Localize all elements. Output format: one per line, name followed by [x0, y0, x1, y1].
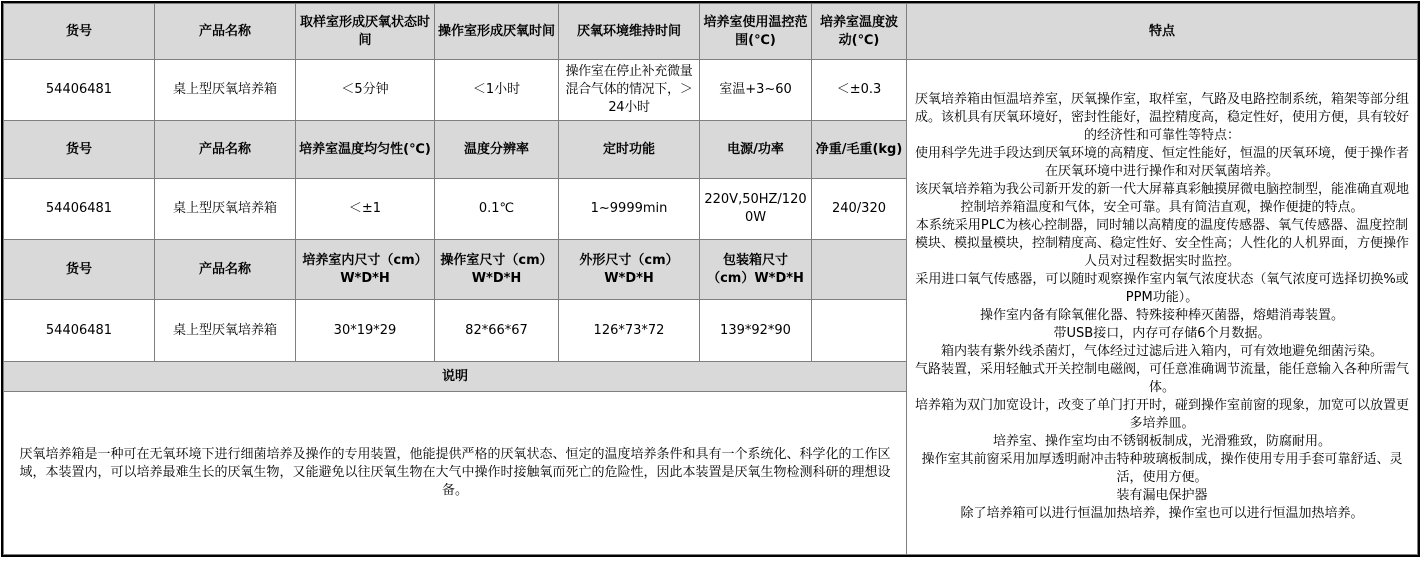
feature-item: 本系统采用PLC为核心控制器，同时辅以高精度的温度传感器、氧气传感器、温度控制模块、模拟量模块，控制精度高、稳定性好、安全性高；人性化的人机界面，方便操作人员对过程数据实时监控。: [914, 218, 1409, 269]
header-operation-time: 操作室形成厌氧时间: [435, 4, 559, 60]
row2-weight: 240/320: [812, 179, 907, 240]
features-cell: [907, 60, 1418, 555]
row1-sampling-time: ＜5分钟: [296, 60, 435, 121]
header-operation-size: 操作室尺寸（cm）W*D*H: [435, 240, 559, 300]
header-sku: 货号: [4, 4, 155, 60]
row3-chamber-size: 30*19*29: [296, 300, 435, 362]
feature-item: 采用进口氧气传感器，可以随时观察操作室内氧气浓度状态（氧气浓度可选择切换%或PPM功能）。: [915, 272, 1409, 305]
feature-item: 操作室内备有除氧催化器、特殊接种棒灭菌器，熔蜡消毒装置。: [979, 308, 1344, 323]
header-chamber-size: 培养室内尺寸（cm）W*D*H: [296, 240, 435, 300]
row3-operation-size: 82*66*67: [435, 300, 559, 362]
feature-item: 培养箱为双门加宽设计，改变了单门打开时，碰到操作室前窗的现象，加宽可以放置更多培养皿。: [914, 398, 1409, 431]
header-features: 特点: [907, 4, 1418, 60]
row1-temp-fluctuation: ＜±0.3: [812, 60, 907, 121]
feature-item: 厌氧培养箱由恒温培养室，厌氧操作室，取样室，气路及电路控制系统，箱架等部分组成。该机具有厌氧环境好，密封性能好，温控精度高，稳定性好，使用方便，具有较好的经济性和可靠性等特点：: [914, 92, 1409, 143]
header-product-name: 产品名称: [155, 240, 296, 300]
feature-item: 装有漏电保护器: [1116, 488, 1208, 503]
row2-sku: 54406481: [4, 179, 155, 240]
header-sku: 货号: [4, 240, 155, 300]
feature-item: 气路装置，采用轻触式开关控制电磁阀，可任意准确调节流量，能任意输入各种所需气体。: [914, 362, 1409, 395]
feature-item: 带USB接口，内存可存储6个月数据。: [1053, 326, 1271, 341]
header-product-name: 产品名称: [155, 4, 296, 60]
description-text: 厌氧培养箱是一种可在无氧环境下进行细菌培养及操作的专用装置，他能提供严格的厌氧状态、恒定的温度培养条件和具有一个系统化、科学化的工作区域，本装置内，可以培养最难生长的厌氧生物，又能避免以往厌氧生物在大气中操作时接触氧而死亡的危险性，因此本装置是厌氧生物检测科研的理想设备。: [4, 392, 907, 555]
row3-product-name: 桌上型厌氧培养箱: [155, 300, 296, 362]
header-temp-uniformity: 培养室温度均匀性(℃): [296, 121, 435, 179]
feature-item: 培养室、操作室均由不锈钢板制成，光滑雅致，防腐耐用。: [992, 434, 1331, 449]
header-package-size: 包装箱尺寸（cm）W*D*H: [700, 240, 812, 300]
description-heading: 说明: [4, 362, 907, 392]
row1-maintain-time: 操作室在停止补充微量混合气体的情况下，＞24小时: [559, 60, 700, 121]
header-empty: [812, 240, 907, 300]
row2-temp-resolution: 0.1℃: [435, 179, 559, 240]
header-temp-range: 培养室使用温控范围(℃): [700, 4, 812, 60]
spec-table: [3, 3, 1418, 555]
row3-outer-size: 126*73*72: [559, 300, 700, 362]
header-sampling-time: 取样室形成厌氧状态时间: [296, 4, 435, 60]
header-sku: 货号: [4, 121, 155, 179]
feature-item: 除了培养箱可以进行恒温加热培养，操作室也可以进行恒温加热培养。: [960, 506, 1364, 521]
feature-item: 使用科学先进手段达到厌氧环境的高精度、恒定性能好，恒温的厌氧环境，便于操作者在厌氧环境中进行操作和对厌氧菌培养。: [914, 146, 1409, 179]
feature-item: 该厌氧培养箱为我公司新开发的新一代大屏幕真彩触摸屏微电脑控制型，能准确直观地控制培养箱温度和气体，安全可靠。具有简洁直观，操作便捷的特点。: [914, 182, 1409, 215]
header-outer-size: 外形尺寸（cm）W*D*H: [559, 240, 700, 300]
header-weight: 净重/毛重(kg): [812, 121, 907, 179]
row2-product-name: 桌上型厌氧培养箱: [155, 179, 296, 240]
row3-sku: 54406481: [4, 300, 155, 362]
header-maintain-time: 厌氧环境维持时间: [559, 4, 700, 60]
row2-temp-uniformity: ＜±1: [296, 179, 435, 240]
header-temp-fluctuation: 培养室温度波动(℃): [812, 4, 907, 60]
header-temp-resolution: 温度分辨率: [435, 121, 559, 179]
row1-operation-time: ＜1小时: [435, 60, 559, 121]
feature-item: 操作室其前窗采用加厚透明耐冲击特种玻璃板制成，操作使用专用手套可靠舒适、灵活，使用方便。: [921, 452, 1403, 485]
header-timer: 定时功能: [559, 121, 700, 179]
feature-item: 箱内装有紫外线杀菌灯，气体经过过滤后进入箱内，可有效地避免细菌污染。: [940, 344, 1383, 359]
header-power: 电源/功率: [700, 121, 812, 179]
row1-product-name: 桌上型厌氧培养箱: [155, 60, 296, 121]
row3-package-size: 139*92*90: [700, 300, 812, 362]
row3-empty: [812, 300, 907, 362]
row1-temp-range: 室温+3~60: [700, 60, 812, 121]
row1-sku: 54406481: [4, 60, 155, 121]
row2-timer: 1~9999min: [559, 179, 700, 240]
header-product-name: 产品名称: [155, 121, 296, 179]
row2-power: 220V,50HZ/1200W: [700, 179, 812, 240]
